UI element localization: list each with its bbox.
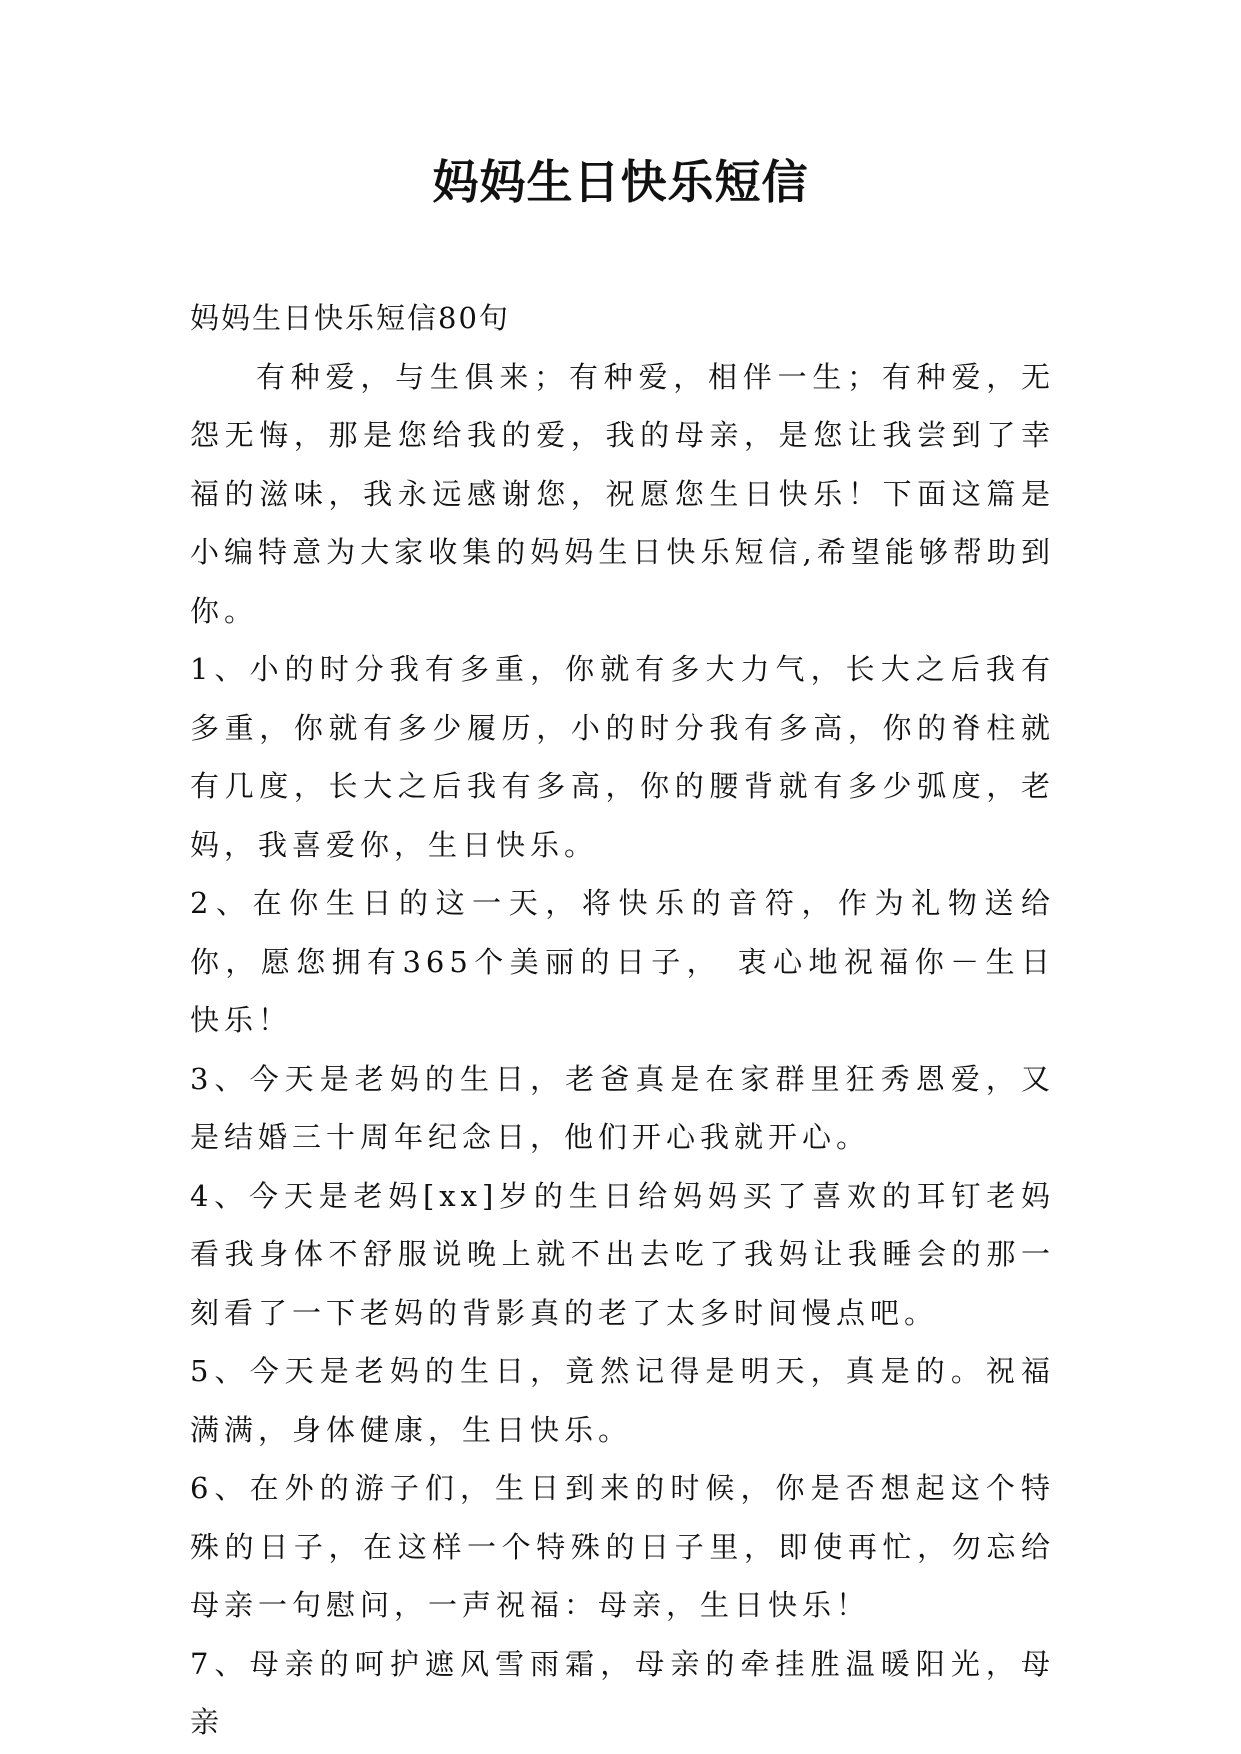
list-item: 6、在外的游子们，生日到来的时候，你是否想起这个特殊的日子，在这样一个特殊的日子里，即使再忙，勿忘给母亲一句慰问，一声祝福：母亲，生日快乐！ <box>190 1471 1055 1622</box>
list-item: 7、母亲的呵护遮风雪雨霜，母亲的牵挂胜温暖阳光，母亲 <box>190 1646 1055 1739</box>
intro-paragraph: 有种爱，与生俱来；有种爱，相伴一生；有种爱，无怨无悔，那是您给我的爱，我的母亲，是您让我尝到了幸福的滋味，我永远感谢您，祝愿您生日快乐！下面这篇是小编特意为大家收集的妈妈生日快乐短信,希望能够帮助到你。 <box>190 359 1055 628</box>
list-item: 2、在你生日的这一天，将快乐的音符，作为礼物送给你，愿您拥有365个美丽的日子， 衷心地祝福你－生日快乐！ <box>190 886 1055 1037</box>
document-body <box>190 289 1055 1752</box>
document-title: 妈妈生日快乐短信 <box>432 155 809 209</box>
list-item: 1、小的时分我有多重，你就有多大力气，长大之后我有多重，你就有多少履历，小的时分我有多高，你的脊柱就有几度，长大之后我有多高，你的腰背就有多少弧度，老妈，我喜爱你，生日快乐。 <box>190 652 1055 862</box>
list-item: 5、今天是老妈的生日，竟然记得是明天，真是的。祝福满满，身体健康，生日快乐。 <box>190 1354 1055 1447</box>
list-item: 4、今天是老妈[xx]岁的生日给妈妈买了喜欢的耳钉老妈看我身体不舒服说晚上就不出去吃了我妈让我睡会的那一刻看了一下老妈的背影真的老了太多时间慢点吧。 <box>190 1178 1055 1330</box>
document-subtitle: 妈妈生日快乐短信80句 <box>190 301 510 335</box>
list-item: 3、今天是老妈的生日，老爸真是在家群里狂秀恩爱，又是结婚三十周年纪念日，他们开心我就开心。 <box>190 1061 1055 1154</box>
